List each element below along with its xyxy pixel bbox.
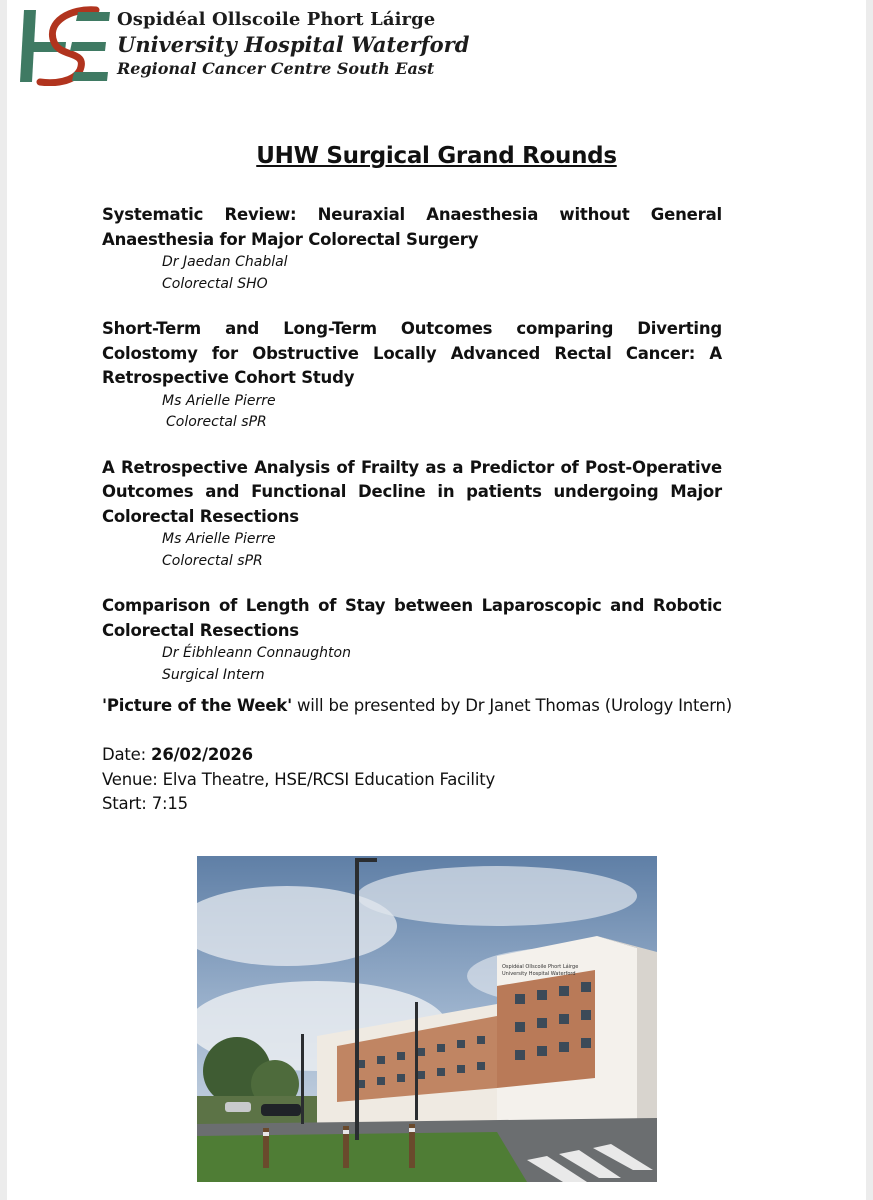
event-venue: Venue: Elva Theatre, HSE/RCSI Education Facility bbox=[102, 769, 496, 789]
talk-speaker-role: Surgical Intern bbox=[162, 666, 265, 683]
hospital-subtitle: Regional Cancer Centre South East bbox=[117, 59, 435, 78]
page-title: UHW Surgical Grand Rounds bbox=[256, 143, 617, 169]
talk-title: Systematic Review: Neuraxial Anaesthesia without General Anaesthesia for Major Colorectal Surgery bbox=[102, 205, 722, 249]
talk-speaker: Ms Arielle Pierre bbox=[162, 531, 276, 547]
picture-of-week-label: 'Picture of the Week' bbox=[102, 696, 292, 715]
talk-speaker-role: Colorectal sPR bbox=[162, 552, 263, 569]
hospital-irish-name: Ospidéal Ollscoile Phort Láirge bbox=[117, 9, 436, 30]
event-details bbox=[102, 743, 495, 817]
talk-item bbox=[102, 594, 722, 686]
event-date bbox=[102, 743, 495, 768]
hospital-building-photo bbox=[197, 856, 657, 1182]
poster-page bbox=[7, 0, 866, 1200]
talk-speaker: Dr Jaedan Chablal bbox=[162, 254, 288, 270]
date-value: 26/02/2026 bbox=[151, 745, 253, 764]
talk-title: Comparison of Length of Stay between Laparoscopic and Robotic Colorectal Resections bbox=[102, 596, 722, 640]
building-sign-line2: University Hospital Waterford bbox=[502, 971, 576, 977]
hospital-name: University Hospital Waterford bbox=[117, 32, 470, 57]
date-label: Date: bbox=[102, 745, 152, 764]
building-sign-line1: Ospidéal Ollscoile Phort Láirge bbox=[502, 964, 579, 970]
hospital-header bbox=[12, 0, 532, 90]
event-start: Start: 7:15 bbox=[102, 794, 188, 813]
hospital-name-block bbox=[117, 9, 469, 79]
talk-title: A Retrospective Analysis of Frailty as a Predictor of Post-Operative Outcomes and Functional Decline in patients undergoing Major Colorectal Resections bbox=[102, 457, 722, 526]
talk-speaker: Ms Arielle Pierre bbox=[162, 392, 276, 409]
hse-logo bbox=[18, 4, 112, 86]
talk-speaker: Dr Éibhleann Connaughton bbox=[162, 645, 351, 661]
talk-speaker-role: Colorectal SHO bbox=[162, 275, 268, 292]
talk-item bbox=[102, 317, 722, 434]
picture-of-week bbox=[102, 694, 732, 718]
talk-speaker-role: Colorectal sPR bbox=[166, 414, 267, 430]
talk-item bbox=[102, 203, 722, 295]
picture-of-week-text: will be presented by Dr Janet Thomas (Urology Intern) bbox=[291, 696, 733, 715]
talk-title: Short-Term and Long-Term Outcomes comparing Diverting Colostomy for Obstructive Locally Advanced Rectal Cancer: A Retrospective Cohort Study bbox=[102, 319, 722, 387]
talk-list bbox=[102, 203, 722, 708]
talk-item bbox=[102, 456, 722, 573]
